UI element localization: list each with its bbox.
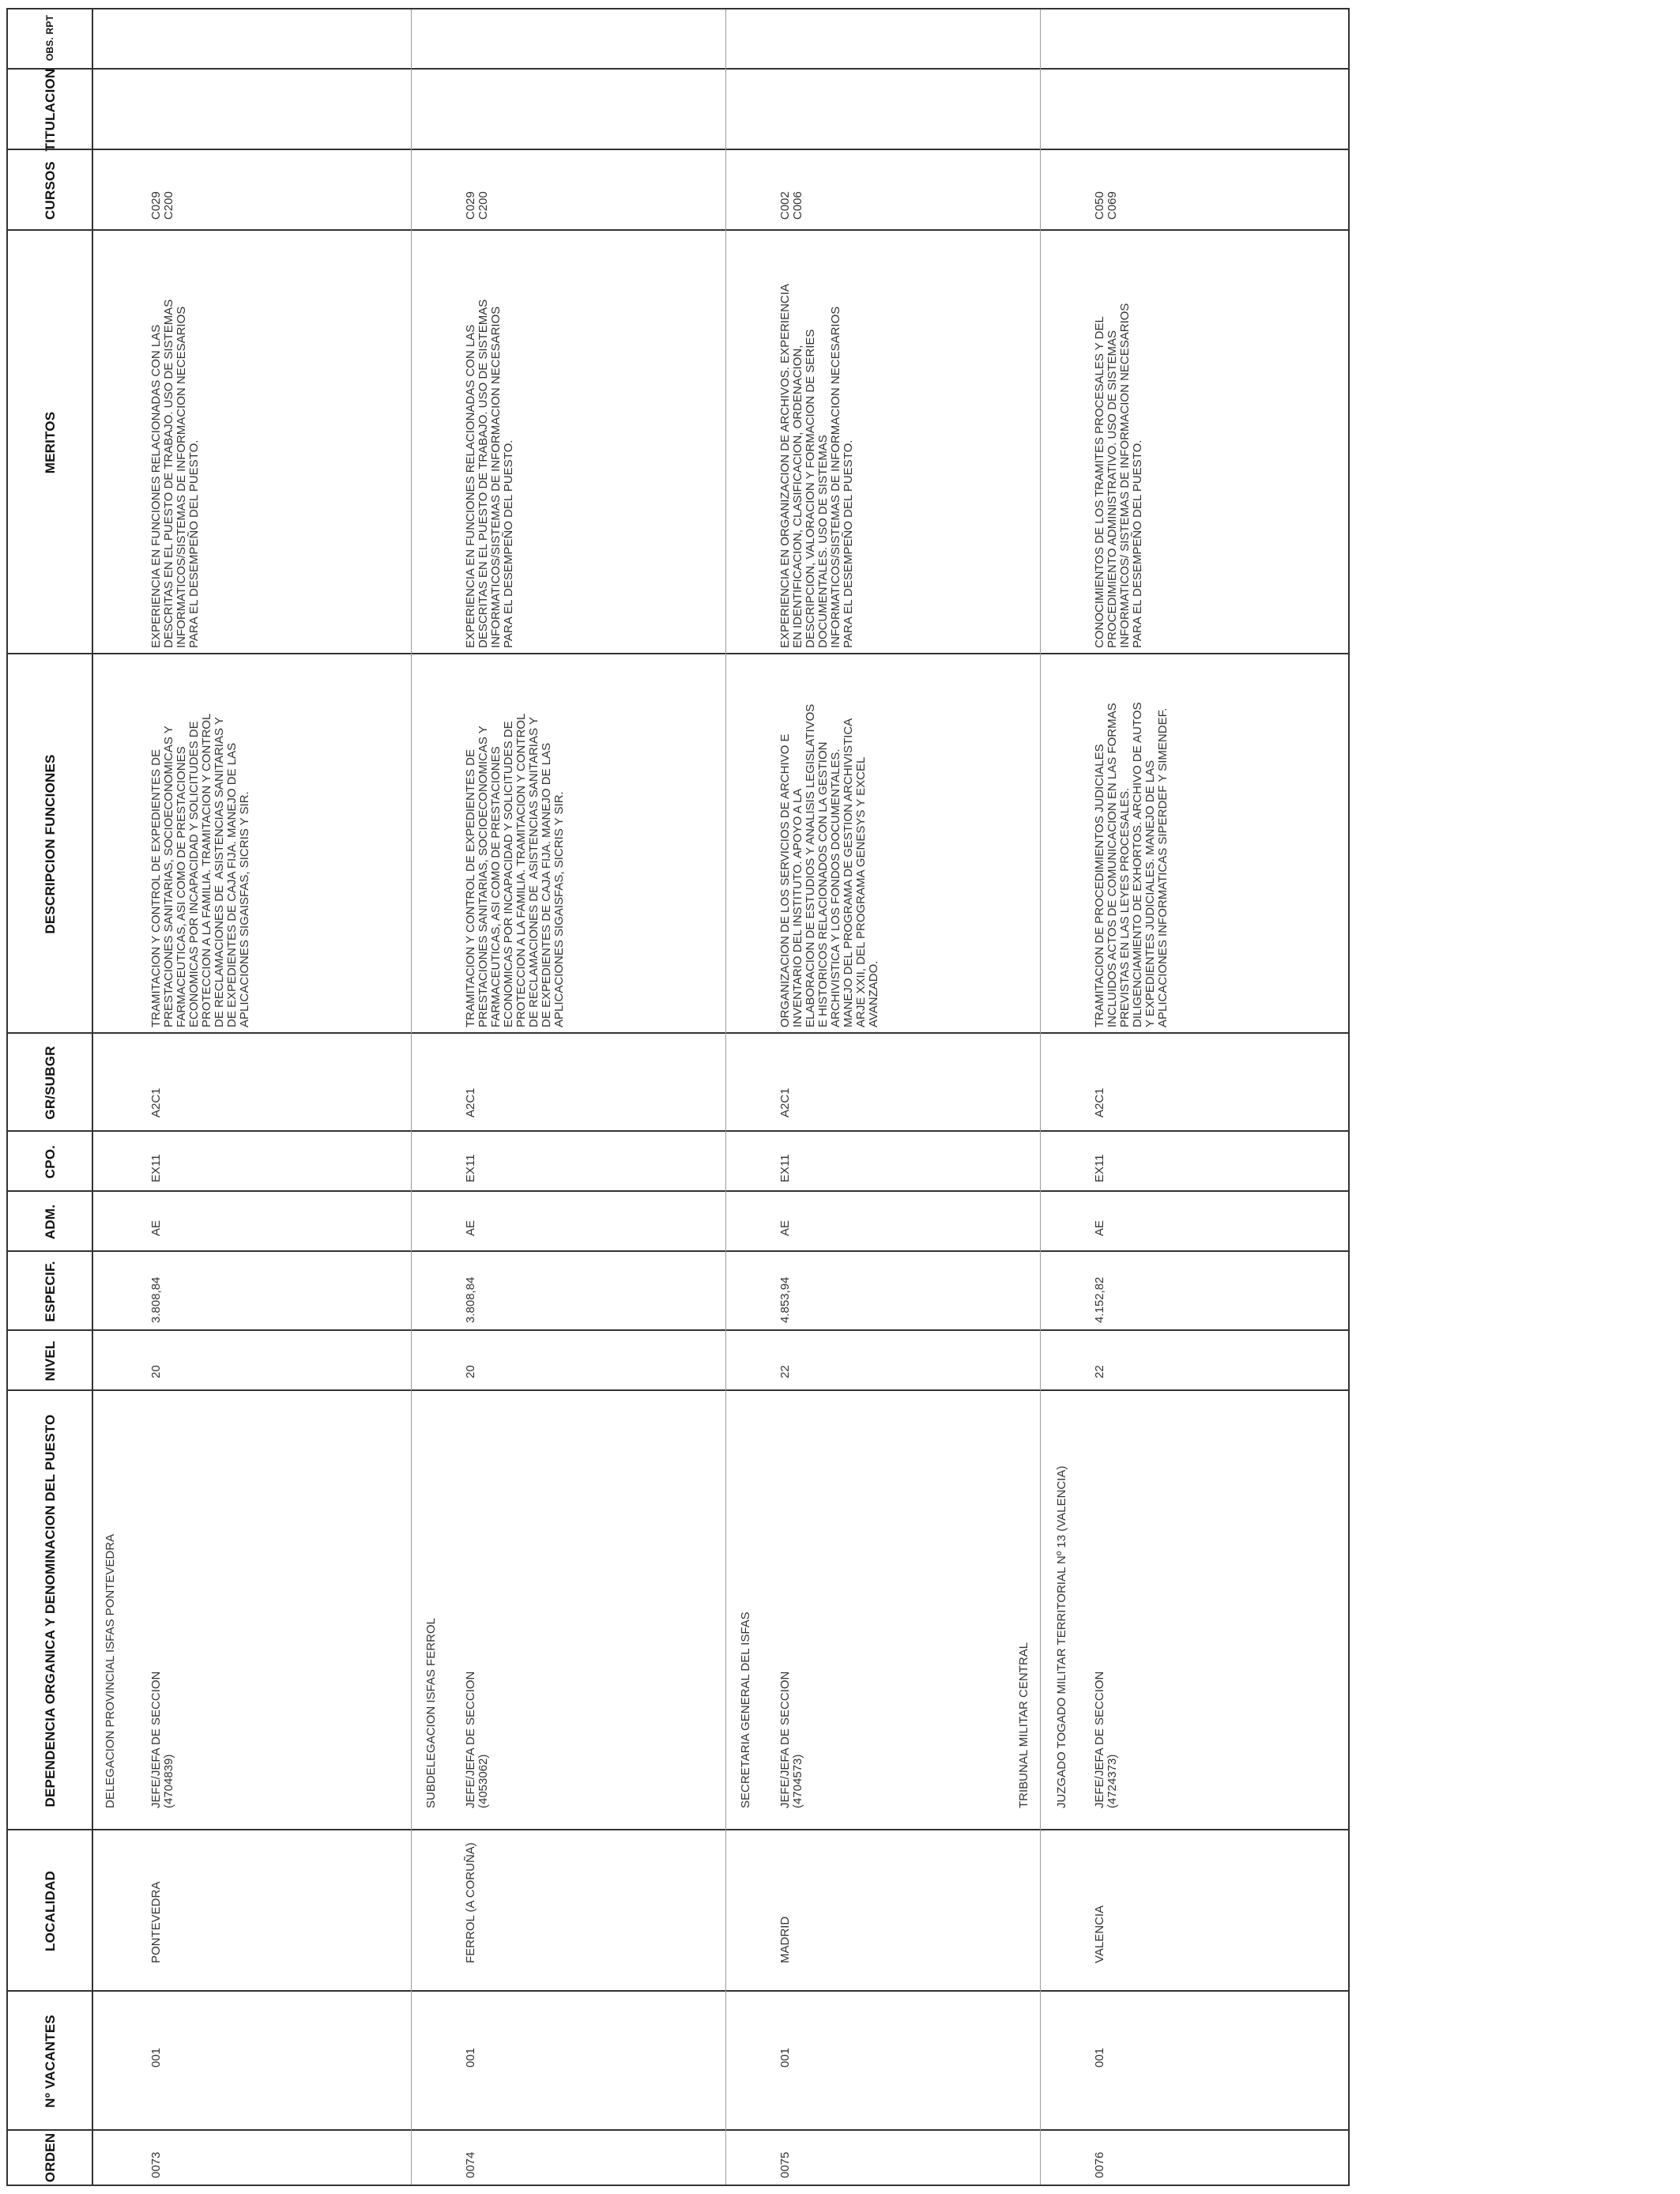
dependencia-header: DELEGACION PROVINCIAL ISFAS PONTEVEDRA bbox=[104, 1533, 117, 1808]
localidad-cell: FERROL (A CORUÑA) bbox=[464, 1842, 477, 1963]
descripcion-cell: TRAMITACION Y CONTROL DE EXPEDIENTES DE PRESTACIONES SANITARIAS, SOCIOECONOMICAS Y FARMACEUTICAS, ASI COMO DE PRESTACIONES ECONOMICAS POR INCAPACIDAD Y SOLICITUDES DE PROTECCION A LA FAMILIA. TRAMITACION Y CONTROL DE RECLAMACIONES DE ASISTENCIAS SANITARIAS Y DE EXPEDIENTES DE CAJA FIJA. MANEJO DE LAS APLICACIONES SIGAISFAS, SICRIS Y SIR. bbox=[464, 713, 566, 1027]
orden-cell: 0076 bbox=[1093, 2151, 1106, 2178]
table-grid bbox=[6, 8, 1350, 2186]
especif-cell: 3.808,84 bbox=[464, 1276, 477, 1323]
meritos-cell: EXPERIENCIA EN FUNCIONES RELACIONADAS CON LAS DESCRITAS EN EL PUESTO DE TRABAJO. USO DE SISTEMAS INFORMATICOS/SISTEMAS DE INFORMACION NECESARIOS PARA EL DESEMPEÑO DEL PUESTO. bbox=[464, 299, 515, 648]
row-separator bbox=[1040, 9, 1041, 2185]
descripcion-cell: TRAMITACION DE PROCEDIMIENTOS JUDICIALES INCLUIDOS ACTOS DE COMUNICACION EN LAS FORMAS PREVISTAS EN LAS LEYES PROCESALES. DILIGENCIAMIENTO DE EXHORTOS. ARCHIVO DE AUTOS Y EXPEDIENTES JUDICIALES. MANEJO DE LAS APLICACIONES INFORMATICAS SIPERDEF Y SIMENDEF. bbox=[1093, 702, 1170, 1027]
grsubgr-cell: A2C1 bbox=[1093, 1088, 1106, 1118]
column-divider bbox=[8, 1130, 1348, 1132]
column-divider bbox=[8, 1190, 1348, 1192]
cursos-cell: C050 C069 bbox=[1093, 191, 1119, 220]
row-separator bbox=[725, 9, 726, 2185]
header-descripcion: DESCRIPCION FUNCIONES bbox=[42, 754, 58, 934]
column-divider bbox=[8, 149, 1348, 150]
especif-cell: 4.853,94 bbox=[778, 1276, 792, 1323]
puesto-cell: JEFE/JEFA DE SECCION (4704839) bbox=[149, 1671, 175, 1808]
dependencia-header: SUBDELEGACION ISFAS FERROL bbox=[424, 1618, 438, 1808]
dependencia-header: TRIBUNAL MILITAR CENTRAL bbox=[1017, 1642, 1030, 1808]
header-cursos: CURSOS bbox=[42, 161, 58, 220]
vacantes-cell: 001 bbox=[149, 2047, 163, 2068]
localidad-cell: VALENCIA bbox=[1093, 1905, 1106, 1963]
row-separator bbox=[411, 9, 412, 2185]
dependencia-header: SECRETARIA GENERAL DEL ISFAS bbox=[739, 1612, 752, 1808]
header-nivel: NIVEL bbox=[42, 1340, 58, 1382]
meritos-cell: EXPERIENCIA EN FUNCIONES RELACIONADAS CON LAS DESCRITAS EN EL PUESTO DE TRABAJO. USO DE SISTEMAS INFORMATICOS/SISTEMAS DE INFORMACION NECESARIOS PARA EL DESEMPEÑO DEL PUESTO. bbox=[149, 299, 201, 648]
orden-cell: 0074 bbox=[464, 2151, 477, 2178]
dependencia-subheader: JUZGADO TOGADO MILITAR TERRITORIAL Nº 13 (VALENCIA) bbox=[1055, 1465, 1068, 1808]
column-divider bbox=[8, 1990, 1348, 1992]
rotated-table-sheet bbox=[6, 8, 1350, 2186]
header-cpo: CPO. bbox=[42, 1144, 58, 1179]
column-divider bbox=[8, 229, 1348, 231]
vacantes-cell: 001 bbox=[464, 2047, 477, 2068]
column-divider bbox=[8, 653, 1348, 654]
adm-cell: AE bbox=[1093, 1220, 1106, 1236]
header-grsubgr: GR/SUBGR bbox=[42, 1046, 58, 1120]
localidad-cell: PONTEVEDRA bbox=[149, 1881, 163, 1963]
cpo-cell: EX11 bbox=[464, 1154, 477, 1182]
header-adm: ADM. bbox=[42, 1204, 58, 1240]
column-divider bbox=[8, 1329, 1348, 1331]
cpo-cell: EX11 bbox=[1093, 1154, 1106, 1182]
adm-cell: AE bbox=[778, 1220, 792, 1236]
puesto-cell: JEFE/JEFA DE SECCION (4053062) bbox=[464, 1671, 490, 1808]
descripcion-cell: TRAMITACION Y CONTROL DE EXPEDIENTES DE PRESTACIONES SANITARIAS, SOCIOECONOMICAS Y FARMACEUTICAS, ASI COMO DE PRESTACIONES ECONOMICAS POR INCAPACIDAD Y SOLICITUDES DE PROTECCION A LA FAMILIA. TRAMITACION Y CONTROL DE RECLAMACIONES DE ASISTENCIAS SANITARIAS Y DE EXPEDIENTES DE CAJA FIJA. MANEJO DE LAS APLICACIONES SIGAISFAS, SICRIS Y SIR. bbox=[149, 713, 251, 1027]
column-divider bbox=[8, 2129, 1348, 2131]
vacantes-cell: 001 bbox=[1093, 2047, 1106, 2068]
header-dependencia: DEPENDENCIA ORGANICA Y DENOMINACION DEL PUESTO bbox=[42, 1414, 58, 1808]
header-orden: ORDEN bbox=[42, 2132, 58, 2183]
meritos-cell: EXPERIENCIA EN ORGANIZACION DE ARCHIVOS. EXPERIENCIA EN IDENTIFICACION, CLASIFICACION, ORDENACION, DESCRIPCION, VALORACION Y FORMACION DE SERIES DOCUMENTALES. USO DE SISTEMAS INFORMATICOS/SISTEMAS DE INFORMACION NECESARIOS PARA EL DESEMPEÑO DEL PUESTO. bbox=[778, 284, 855, 648]
descripcion-cell: ORGANIZACION DE LOS SERVICIOS DE ARCHIVO E INVENTARIO DEL INSTITUTO. APOYO A LA ELABORACION DE ESTUDIOS Y ANALISIS LEGISLATIVOS E HISTORICOS RELACIONADOS CON LA GESTION ARCHIVISTICA Y LOS FONDOS DOCUMENTALES. MANEJO DEL PROGRAMA DE GESTION ARCHIVISTICA ARJE XXII, DEL PROGRAMA GENESYS Y EXCEL AVANZADO. bbox=[778, 703, 880, 1027]
cpo-cell: EX11 bbox=[149, 1154, 163, 1182]
vacantes-cell: 001 bbox=[778, 2047, 792, 2068]
cpo-cell: EX11 bbox=[778, 1154, 792, 1182]
column-divider bbox=[8, 1250, 1348, 1252]
column-divider bbox=[8, 1032, 1348, 1034]
cursos-cell: C029 C200 bbox=[464, 191, 490, 220]
adm-cell: AE bbox=[149, 1220, 163, 1236]
nivel-cell: 20 bbox=[149, 1365, 163, 1378]
column-divider bbox=[8, 68, 1348, 70]
nivel-cell: 22 bbox=[1093, 1365, 1106, 1378]
especif-cell: 3.808,84 bbox=[149, 1276, 163, 1323]
puesto-cell: JEFE/JEFA DE SECCION (4724373) bbox=[1093, 1671, 1119, 1808]
grsubgr-cell: A2C1 bbox=[464, 1088, 477, 1118]
column-divider bbox=[8, 1389, 1348, 1391]
puesto-cell: JEFE/JEFA DE SECCION (4704573) bbox=[778, 1671, 804, 1808]
header-vacantes: Nº VACANTES bbox=[42, 2015, 58, 2108]
grsubgr-cell: A2C1 bbox=[778, 1088, 792, 1118]
header-titulacion: TITULACION bbox=[42, 68, 58, 152]
orden-cell: 0075 bbox=[778, 2151, 792, 2178]
header-separator bbox=[92, 9, 93, 2185]
header-localidad: LOCALIDAD bbox=[42, 1871, 58, 1951]
orden-cell: 0073 bbox=[149, 2151, 163, 2178]
meritos-cell: CONOCIMIENTOS DE LOS TRAMITES PROCESALES Y DEL PROCEDIMIENTO ADMINISTRATIVO. USO DE SISTEMAS INFORMATICOS/ SISTEMAS DE INFORMACION NECESARIOS PARA EL DESEMPEÑO DEL PUESTO. bbox=[1093, 303, 1144, 648]
especif-cell: 4.152,82 bbox=[1093, 1276, 1106, 1323]
nivel-cell: 20 bbox=[464, 1365, 477, 1378]
column-divider bbox=[8, 1829, 1348, 1830]
cursos-cell: C002 C006 bbox=[778, 191, 804, 220]
nivel-cell: 22 bbox=[778, 1365, 792, 1378]
localidad-cell: MADRID bbox=[778, 1916, 792, 1963]
cursos-cell: C029 C200 bbox=[149, 191, 175, 220]
header-obs: OBS. RPT bbox=[43, 14, 55, 62]
header-meritos: MERITOS bbox=[42, 411, 58, 474]
header-especif: ESPECIF. bbox=[42, 1261, 58, 1322]
grsubgr-cell: A2C1 bbox=[149, 1088, 163, 1118]
adm-cell: AE bbox=[464, 1220, 477, 1236]
